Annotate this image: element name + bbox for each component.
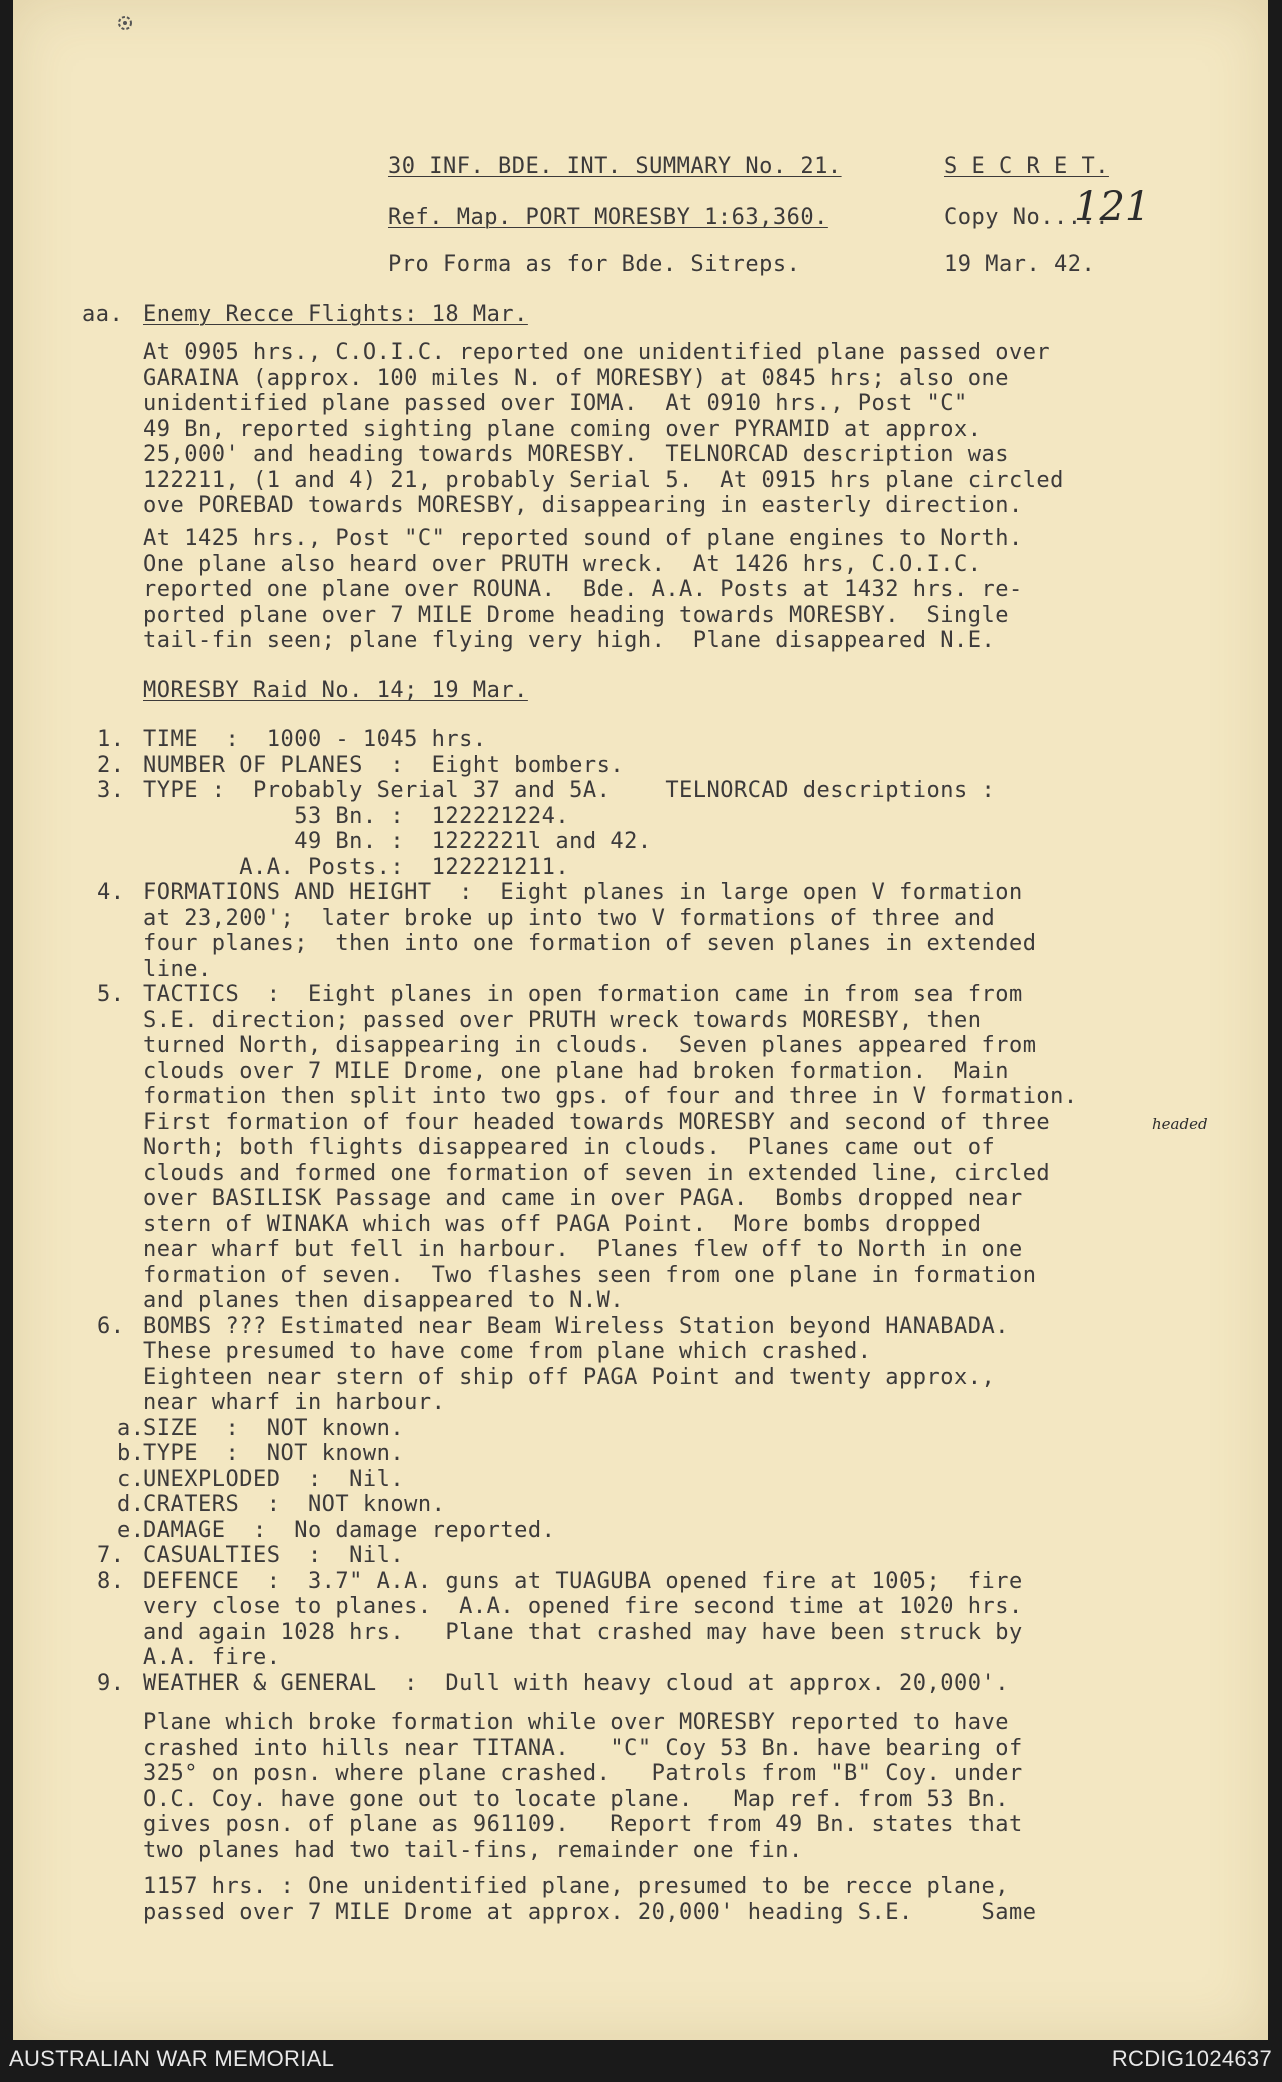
paragraph-line: ported plane over 7 MILE Drome heading towards MORESBY. Single [143,602,1009,628]
item-line: four planes; then into one formation of seven planes in extended [143,931,1037,956]
item-number: 1. [97,727,125,752]
item-number: 5. [97,982,125,1007]
item-line: WEATHER & GENERAL : Dull with heavy cloud at approx. 20,000'. [143,1670,1009,1696]
item-line: A.A. fire. [143,1645,281,1670]
item-line: and planes then disappeared to N.W. [143,1288,625,1313]
paragraph-line: 122211, (1 and 4) 21, probably Serial 5. At 0915 hrs plane circled [143,467,1064,493]
paragraph-line: unidentified plane passed over IOMA. At 0910 hrs., Post "C" [143,391,968,416]
subitem-letter: c. [117,1466,145,1492]
paragraph-line: two planes had two tail-fins, remainder one fin. [143,1837,803,1863]
item-number: 7. [97,1543,125,1568]
item-line: formation of seven. Two flashes seen from one plane in formation [143,1262,1037,1288]
item-line: NUMBER OF PLANES : Eight bombers. [143,752,625,778]
paragraph-line: 49 Bn, reported sighting plane coming over PYRAMID at approx. [143,416,982,442]
item-line: TIME : 1000 - 1045 hrs. [143,727,487,752]
raid-heading: MORESBY Raid No. 14; 19 Mar. [143,678,528,703]
paragraph-line: tail-fin seen; plane flying very high. Plane disappeared N.E. [143,628,996,653]
paragraph-line: gives posn. of plane as 961109. Report from 49 Bn. states that [143,1812,1023,1837]
subitem-letter: e. [117,1517,145,1543]
paragraph-line: passed over 7 MILE Drome at approx. 20,000' heading S.E. Same [143,1899,1037,1925]
paragraph-line: 25,000' and heading towards MORESBY. TELNORCAD description was [143,442,1009,467]
subitem-line: UNEXPLODED : Nil. [143,1466,405,1492]
paragraph-line: At 1425 hrs., Post "C" reported sound of plane engines to North. [143,526,1023,551]
paragraph-line: At 0905 hrs., C.O.I.C. reported one unidentified plane passed over [143,340,1051,365]
paragraph-line: crashed into hills near TITANA. "C" Coy 53 Bn. have bearing of [143,1735,1023,1761]
item-line: clouds over 7 MILE Drome, one plane had broken formation. Main [143,1058,1009,1084]
paragraph-line: O.C. Coy. have gone out to locate plane. Map ref. from 53 Bn. [143,1786,1009,1812]
paragraph-line: GARAINA (approx. 100 miles N. of MORESBY) at 0845 hrs; also one [143,365,1009,391]
item-number: 6. [97,1313,125,1339]
item-line: formation then split into two gps. of four and three in V formation. [143,1084,1078,1109]
item-line: turned North, disappearing in clouds. Seven planes appeared from [143,1033,1037,1058]
item-line: 53 Bn. : 122221224. [143,803,570,829]
item-number: 9. [97,1670,125,1696]
item-line: over BASILISK Passage and came in over PAGA. Bombs dropped near [143,1186,1023,1211]
paragraph-line: One plane also heard over PRUTH wreck. At 1426 hrs, C.O.I.C. [143,551,982,577]
item-line: A.A. Posts.: 122221211. [143,854,570,880]
summary-date: 19 Mar. 42. [944,252,1096,277]
paragraph-line: ove POREBAD towards MORESBY, disappearing in easterly direction. [143,493,1023,518]
item-number: 4. [97,880,125,905]
item-line: These presumed to have come from plane which crashed. [143,1339,872,1364]
footer-id: RCDIG1024637 [1111,2046,1272,2071]
item-line: S.E. direction; passed over PRUTH wreck towards MORESBY, then [143,1007,982,1033]
item-number: 8. [97,1568,125,1594]
subitem-letter: b. [117,1441,145,1466]
item-line: 49 Bn. : 1222221l and 42. [143,829,652,854]
section-aa-heading: Enemy Recce Flights: 18 Mar. [143,302,528,327]
pro-forma-line: Pro Forma as for Bde. Sitreps. [388,252,801,277]
item-line: Eighteen near stern of ship off PAGA Point and twenty approx., [143,1364,996,1390]
subitem-letter: a. [117,1415,145,1441]
subitem-line: SIZE : NOT known. [143,1415,405,1441]
ref-map: Ref. Map. PORT MORESBY 1:63,360. [388,205,828,230]
footer-source: AUSTRALIAN WAR MEMORIAL [9,2046,335,2071]
item-line: very close to planes. A.A. opened fire second time at 1020 hrs. [143,1594,1023,1619]
pin-hole-icon [115,12,135,34]
item-line: TACTICS : Eight planes in open formation came in from sea from [143,982,1023,1007]
margin-annotation: headed [1152,1115,1208,1133]
item-line: TYPE : Probably Serial 37 and 5A. TELNORCAD descriptions : [143,778,996,803]
item-number: 3. [97,778,125,803]
paragraph-line: Plane which broke formation while over MORESBY reported to have [143,1710,1009,1735]
item-line: BOMBS ??? Estimated near Beam Wireless Station beyond HANABADA. [143,1313,1009,1339]
item-line: CASUALTIES : Nil. [143,1543,405,1568]
paragraph-line: reported one plane over ROUNA. Bde. A.A. Posts at 1432 hrs. re- [143,577,1023,602]
item-line: FORMATIONS AND HEIGHT : Eight planes in large open V formation [143,880,1023,905]
item-line: and again 1028 hrs. Plane that crashed may have been struck by [143,1619,1023,1645]
item-line: stern of WINAKA which was off PAGA Point. More bombs dropped [143,1211,982,1237]
item-line: North; both flights disappeared in clouds. Planes came out of [143,1135,996,1160]
item-line: First formation of four headed towards MORESBY and second of three [143,1109,1051,1135]
item-line: line. [143,956,212,982]
section-aa-label: aa. [82,302,124,327]
subitem-line: DAMAGE : No damage reported. [143,1517,556,1543]
classification-stamp: S E C R E T. [944,154,1109,179]
subitem-letter: d. [117,1492,145,1517]
item-line: clouds and formed one formation of seven in extended line, circled [143,1160,1051,1186]
summary-title: 30 INF. BDE. INT. SUMMARY No. 21. [388,154,842,179]
subitem-line: CRATERS : NOT known. [143,1492,446,1517]
paragraph-line: 1157 hrs. : One unidentified plane, presumed to be recce plane, [143,1874,1009,1899]
copy-number: Copy No..... [944,205,1109,230]
copy-number-handwritten: 121 [1074,184,1151,230]
item-line: near wharf but fell in harbour. Planes flew off to North in one [143,1237,1023,1262]
item-line: near wharf in harbour. [143,1390,446,1415]
item-line: DEFENCE : 3.7" A.A. guns at TUAGUBA opened fire at 1005; fire [143,1568,1023,1594]
item-line: at 23,200'; later broke up into two V formations of three and [143,905,996,931]
item-number: 2. [97,752,125,778]
paragraph-line: 325° on posn. where plane crashed. Patrols from "B" Coy. under [143,1761,1023,1786]
subitem-line: TYPE : NOT known. [143,1441,405,1466]
